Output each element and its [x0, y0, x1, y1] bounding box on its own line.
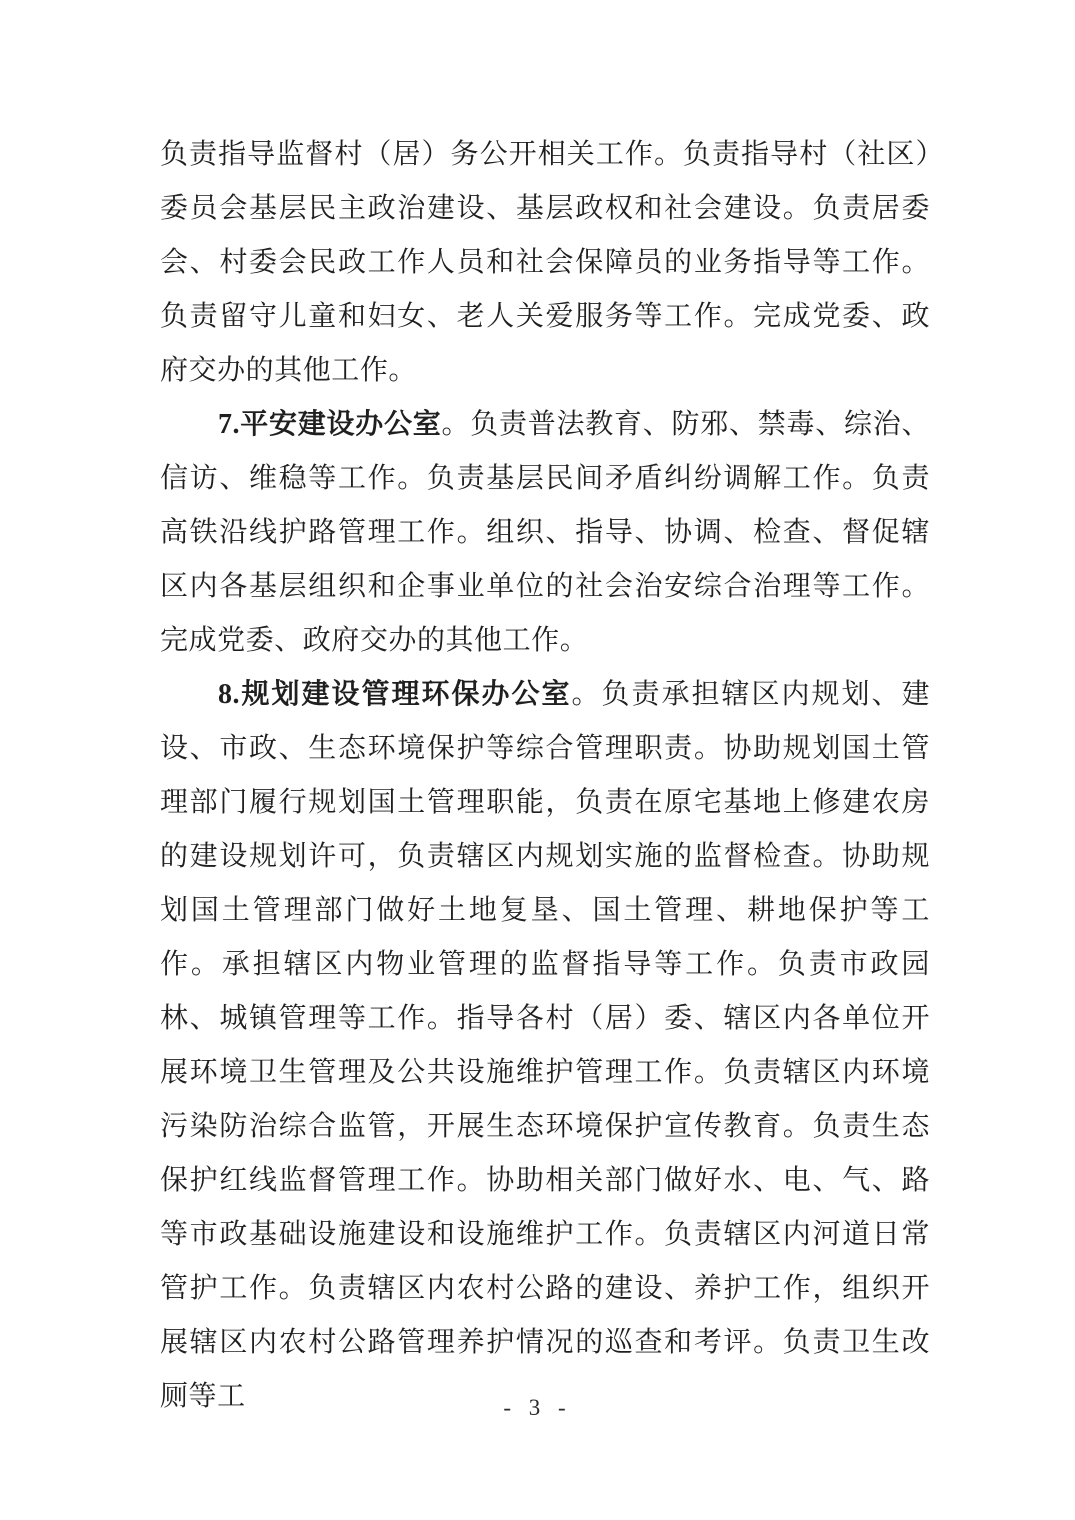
paragraph-section-7	[160, 398, 930, 668]
paragraph-continuation-text: 负责指导监督村（居）务公开相关工作。负责指导村（社区）委员会基层民主政治建设、基层政权和社会建设。负责居委会、村委会民政工作人员和社会保障员的业务指导等工作。负责留守儿童和妇女、老人关爱服务等工作。完成党委、政府交办的其他工作。	[160, 139, 930, 386]
page-number: - 3 -	[503, 1395, 572, 1420]
section-8-heading: 8.规划建设管理环保办公室	[218, 679, 572, 710]
document-body	[160, 128, 930, 1424]
section-7-heading: 7.平安建设办公室	[218, 409, 442, 440]
section-7-text: 。负责普法教育、防邪、禁毒、综治、信访、维稳等工作。负责基层民间矛盾纠纷调解工作。负责高铁沿线护路管理工作。组织、指导、协调、检查、督促辖区内各基层组织和企事业单位的社会治安综合治理等工作。完成党委、政府交办的其他工作。	[160, 409, 930, 656]
paragraph-section-8	[160, 668, 930, 1424]
paragraph-continuation	[160, 128, 930, 398]
section-8-text: 。负责承担辖区内规划、建设、市政、生态环境保护等综合管理职责。协助规划国土管理部门履行规划国土管理职能，负责在原宅基地上修建农房的建设规划许可，负责辖区内规划实施的监督检查。协助规划国土管理部门做好土地复垦、国土管理、耕地保护等工作。承担辖区内物业管理的监督指导等工作。负责市政园林、城镇管理等工作。指导各村（居）委、辖区内各单位开展环境卫生管理及公共设施维护管理工作。负责辖区内环境污染防治综合监管，开展生态环境保护宣传教育。负责生态保护红线监督管理工作。协助相关部门做好水、电、气、路等市政基础设施建设和设施维护工作。负责辖区内河道日常管护工作。负责辖区内农村公路的建设、养护工作，组织开展辖区内农村公路管理养护情况的巡查和考评。负责卫生改厕等工	[160, 679, 930, 1412]
